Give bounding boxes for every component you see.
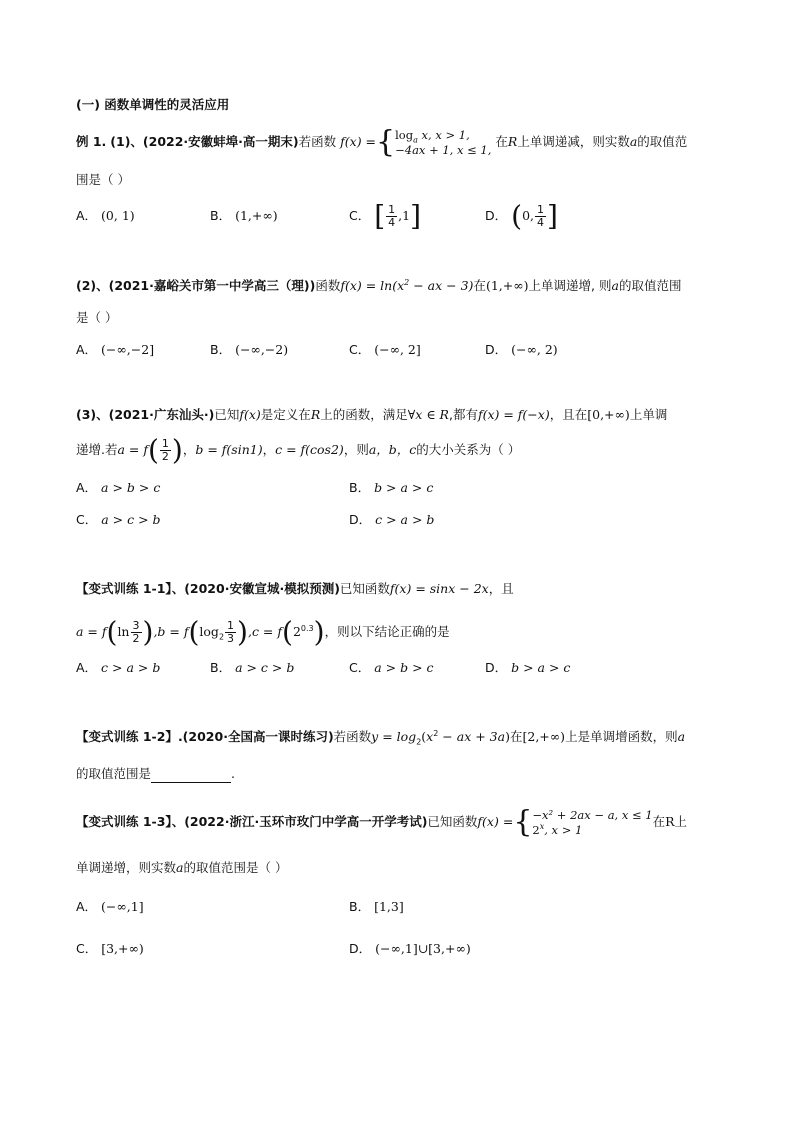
- v1-option-d[interactable]: D． b > a > c: [485, 660, 571, 675]
- ex1-p2-source: (2021·嘉峪关市第一中学高三（理)): [108, 278, 316, 293]
- ex1-p1-t5: 围是（ ）: [76, 172, 130, 187]
- ex1-p1-t1: 若函数: [298, 134, 337, 149]
- v3-option-d[interactable]: D． (−∞,1]∪[3,+∞): [349, 941, 471, 956]
- ex1-p1-num: (1)、: [110, 134, 143, 149]
- v2-label: 【变式训练 1-2】: [76, 729, 178, 744]
- ex1-p1-func: f(x) =: [340, 134, 377, 149]
- ex1-p3-stem-line2: 递增.若a = f( $\frac{1}{2}$ )，b = f(sin1)，c = f(cos2)，则a，b，c的大小关系为（ ）: [76, 433, 521, 467]
- v2-source: .(2020·全国高一课时练习): [177, 729, 334, 744]
- v1-stem-line1: 【变式训练 1-1】、(2020·安徽宣城·模拟预测)已知函数f(x) = sinx − 2x，且: [76, 581, 514, 596]
- v3-stem-line2: 单调递增，则实数a的取值范围是（ ）: [76, 860, 288, 875]
- v3-label: 【变式训练 1-3】: [76, 814, 172, 829]
- v3-stem-line1: 【变式训练 1-3】、(2022·浙江·玉环市玫门中学高一开学考试)已知函数f(x) ={ −x² + 2ax − a, x ≤ 1 2$^x$, x > 1 在R上: [76, 804, 688, 840]
- ex1-p2-t5: 是（ ）: [76, 310, 118, 325]
- ex1-p1-option-a[interactable]: A． (0, 1): [76, 208, 135, 223]
- answer-blank[interactable]: [151, 768, 231, 783]
- ex1-p3-option-d[interactable]: D． c > a > b: [349, 512, 435, 527]
- ex1-label: 例 1.: [76, 134, 107, 149]
- brace-icon: {: [513, 804, 533, 840]
- ex1-p2-option-a[interactable]: A． (−∞,−2]: [76, 342, 155, 357]
- ex1-p1-source: (2022·安徽蚌埠·高一期末): [142, 134, 299, 149]
- ex1-p2-option-d[interactable]: D． (−∞, 2): [485, 342, 558, 357]
- ex1-p2-stem-line1: (2)、(2021·嘉峪关市第一中学高三（理))函数$f(x) = \ln(x^2$ − ax − 3)在(1,+∞)上单调递增, 则a的取值范围: [76, 277, 682, 293]
- ex1-p1-t2: 在: [495, 134, 508, 149]
- ex1-p3-option-b[interactable]: B． b > a > c: [349, 480, 434, 495]
- v1-option-b[interactable]: B． a > c > b: [210, 660, 295, 675]
- ex1-p1-t4: 的取值范: [637, 134, 688, 149]
- ex1-p3-option-c[interactable]: C． a > c > b: [76, 512, 161, 527]
- ex1-p1-option-c[interactable]: C． [ $\frac{1}{4}$ ,1]: [349, 199, 422, 233]
- v1-option-a[interactable]: A． c > a > b: [76, 660, 161, 675]
- v2-stem-line1: 【变式训练 1-2】.(2020·全国高一课时练习)若函数$y = \log_2(x^2$ − ax + 3a)在[2,+∞)上是单调增函数，则a: [76, 728, 686, 747]
- ex1-p1-a: a: [629, 134, 638, 149]
- v3-option-b[interactable]: B． [1,3]: [349, 899, 404, 914]
- ex1-p1-option-b[interactable]: B． (1,+∞): [210, 208, 278, 223]
- v1-source: 、(2020·安徽宣城·模拟预测): [171, 581, 340, 596]
- v1-stem-line2: a = f(ln $\frac{3}{2}$ )$,b = f(\log_2$ $\frac{1}{3}$ )$,c = f(2^{0.3})$，则以下结论正确的是: [76, 615, 450, 649]
- v3-piecewise: −x² + 2ax − a, x ≤ 1 2$^x$, x > 1: [532, 807, 653, 837]
- v2-stem-line2: 的取值范围是 .: [76, 766, 235, 781]
- ex1-p2-option-c[interactable]: C． (−∞, 2]: [349, 342, 421, 357]
- ex1-p1-t3: 上单调递减，则实数: [517, 134, 630, 149]
- ex1-p3-option-a[interactable]: A． a > b > c: [76, 480, 161, 495]
- v1-option-c[interactable]: C． a > b > c: [349, 660, 434, 675]
- ex1-p3-source: (2021·广东汕头·): [108, 407, 215, 422]
- ex1-p2-option-b[interactable]: B． (−∞,−2): [210, 342, 289, 357]
- v3-source: 、(2022·浙江·玉环市玫门中学高一开学考试): [171, 814, 428, 829]
- v3-option-c[interactable]: C． [3,+∞): [76, 941, 144, 956]
- section-title: (一) 函数单调性的灵活应用: [76, 97, 230, 112]
- ex1-p1-stem-line1: [76, 124, 688, 160]
- ex1-p1-piecewise: $\log_a x$, x > 1, −4ax + 1, x ≤ 1,: [395, 127, 492, 157]
- ex1-p3-stem-line1: (3)、(2021·广东汕头·)已知f(x)是定义在R上的函数，满足∀x ∈ R,都有f(x) = f(−x)，且在[0,+∞)上单调: [76, 407, 668, 422]
- ex1-p2-func: $f(x) = \ln(x^2$ − ax − 3): [340, 277, 474, 293]
- ex1-p1-option-d[interactable]: D． (0, $\frac{1}{4}$ ]: [485, 199, 558, 233]
- v1-label: 【变式训练 1-1】: [76, 581, 172, 596]
- ex1-p1-R: R: [507, 134, 518, 149]
- v3-option-a[interactable]: A． (−∞,1]: [76, 899, 144, 914]
- brace-icon: {: [376, 124, 396, 160]
